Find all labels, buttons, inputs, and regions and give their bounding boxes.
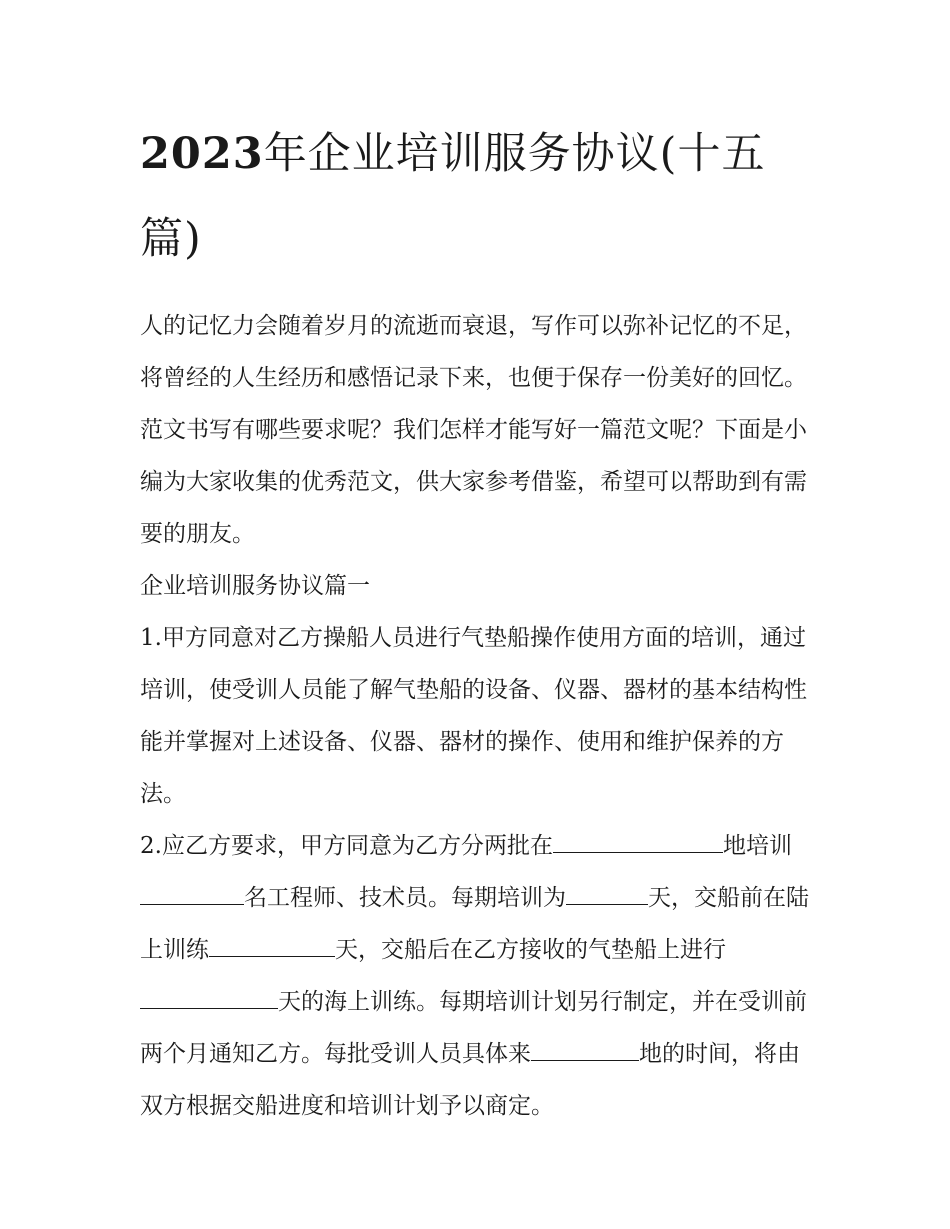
title-text: 年企业培训服务协议(十五篇)	[140, 129, 766, 264]
clause-2	[140, 820, 815, 1132]
fill-blank-arrival-place	[531, 1033, 639, 1061]
document-page	[140, 112, 815, 1132]
clause-1: 1.甲方同意对乙方操船人员进行气垫船操作使用方面的培训，通过培训，使受训人员能了解气垫船的设备、仪器、器材的基本结构性能并掌握对上述设备、仪器、器材的操作、使用和维护保养的方法。	[140, 625, 807, 807]
fill-blank-training-days	[566, 877, 648, 905]
fill-blank-location	[553, 825, 723, 853]
clause-2-text: 名工程师、技术员。每期培训为	[244, 885, 566, 911]
clause-2-text: 地培训	[722, 833, 792, 859]
clause-2-text: 天，交船后在乙方接收的气垫船上进行	[335, 937, 726, 963]
clause-2-text: 2.应乙方要求，甲方同意为乙方分两批在	[140, 833, 553, 859]
clause-2-text: 天的海上训练。每期培训计划另行制定，并在受训前两个月通知乙方。每批受训人员具体来	[140, 989, 807, 1067]
section-heading: 企业培训服务协议篇一	[140, 573, 370, 599]
title-year: 2023	[140, 129, 264, 179]
fill-blank-trainee-count	[140, 877, 244, 905]
document-title	[140, 112, 815, 282]
clause-2-text: 天，交船前在陆上训练	[140, 885, 809, 963]
fill-blank-land-training-days	[209, 929, 335, 957]
fill-blank-sea-training-days	[140, 981, 278, 1009]
clause-2-text: 地的时间，将由双方根据交船进度和培训计划予以商定。	[140, 1041, 800, 1119]
intro-paragraph: 人的记忆力会随着岁月的流逝而衰退，写作可以弥补记忆的不足，将曾经的人生经历和感悟记录下来，也便于保存一份美好的回忆。范文书写有哪些要求呢？我们怎样才能写好一篇范文呢？下面是小编为大家收集的优秀范文，供大家参考借鉴，希望可以帮助到有需要的朋友。	[140, 313, 807, 547]
